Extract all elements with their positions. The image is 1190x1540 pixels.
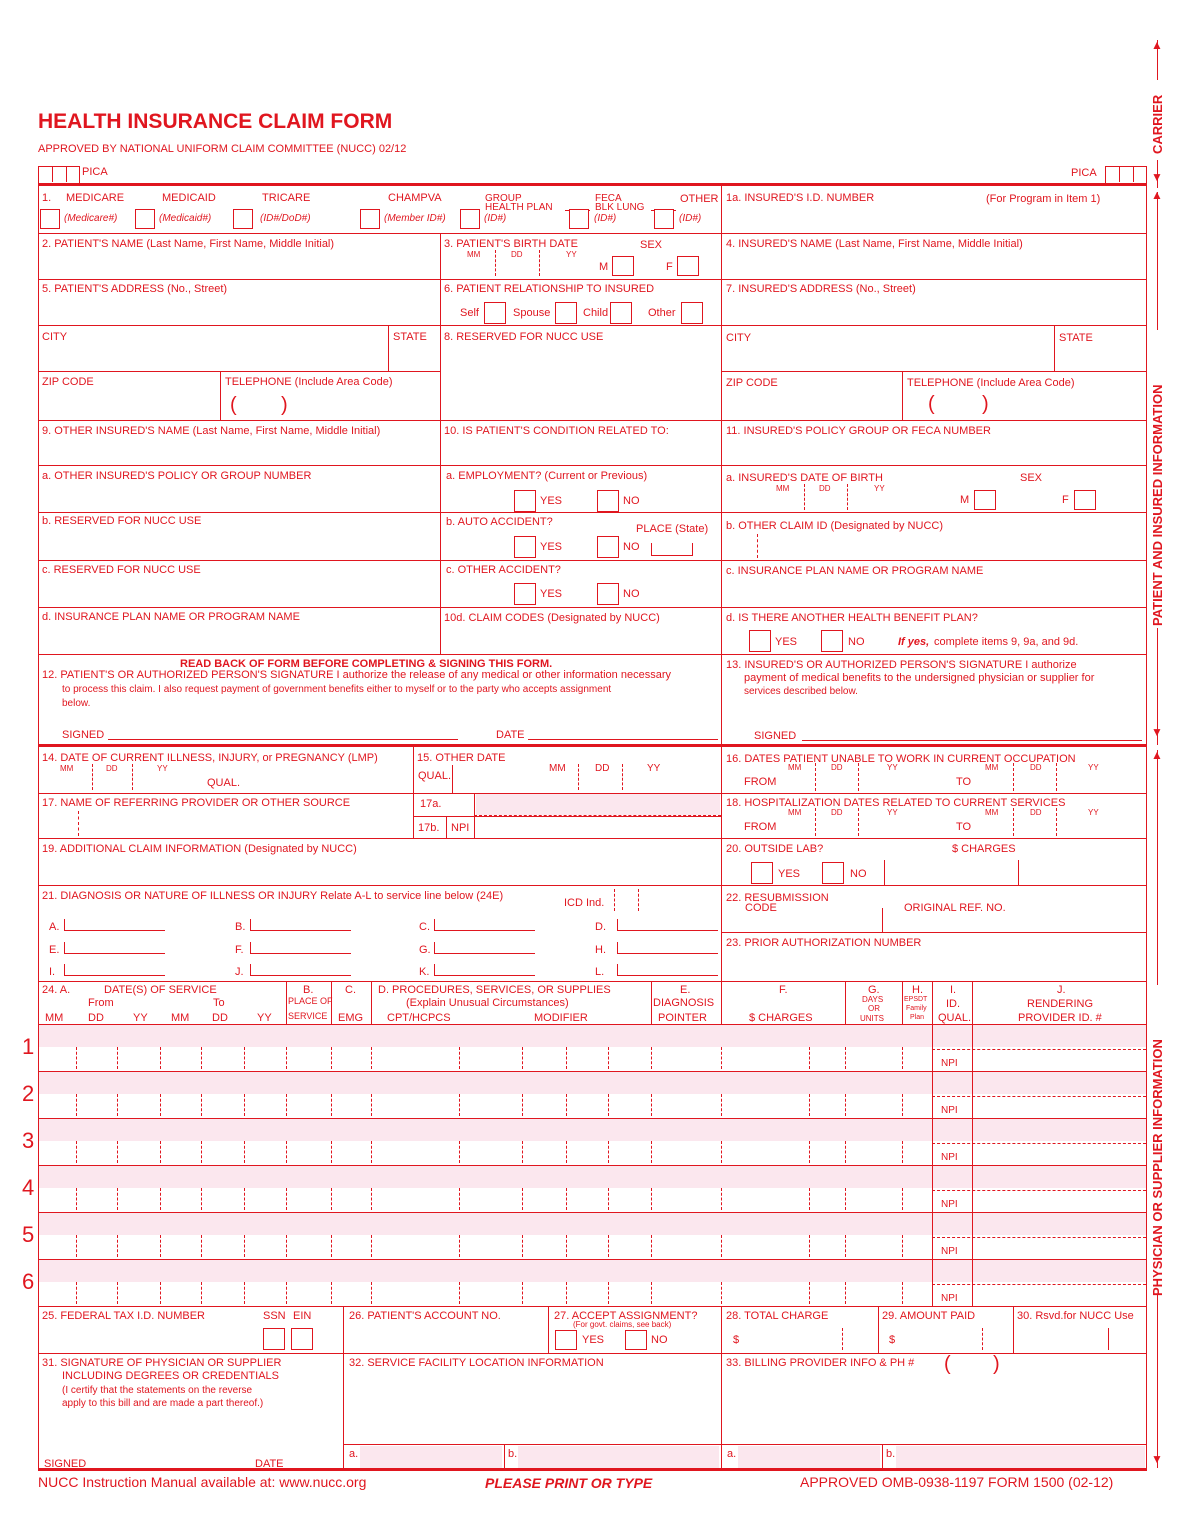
another-plan-yes-checkbox[interactable]: [749, 630, 771, 652]
box18-to: TO: [956, 821, 972, 833]
patient-city-label: CITY: [42, 331, 68, 343]
pica-left-label: PICA: [82, 166, 108, 178]
other-id-label: (ID#): [679, 213, 702, 224]
box3-m: M: [599, 261, 609, 273]
relationship-other: Other: [648, 307, 676, 319]
box33a-label: a.: [727, 1448, 737, 1460]
relationship-self-checkbox[interactable]: [484, 302, 506, 324]
box10b-place-label: PLACE (State): [636, 523, 709, 535]
approval-note: APPROVED BY NATIONAL UNIFORM CLAIM COMMITTEE (NUCC) 02/12: [38, 143, 407, 155]
box12-signature-line[interactable]: [108, 739, 458, 740]
diagnosis-field[interactable]: [617, 942, 718, 954]
box11a-sex: SEX: [1020, 472, 1043, 484]
box1a-note: (For Program in Item 1): [986, 193, 1101, 205]
another-plan-no-checkbox[interactable]: [821, 630, 843, 652]
service-line-shaded[interactable]: [39, 1072, 1146, 1094]
box24f-charges: $ CHARGES: [749, 1012, 813, 1024]
box24g-or: OR: [868, 1004, 880, 1013]
another-plan-no-label: NO: [848, 636, 865, 648]
box4-label: 4. INSURED'S NAME (Last Name, First Name, Middle Initial): [726, 238, 1023, 250]
box21-label: 21. DIAGNOSIS OR NATURE OF ILLNESS OR INJURY Relate A-L to service line below (24E): [42, 890, 504, 902]
box29-label: 29. AMOUNT PAID: [882, 1310, 976, 1322]
box9b-label: b. RESERVED FOR NUCC USE: [42, 515, 202, 527]
accept-assignment-yes-label: YES: [582, 1334, 605, 1346]
medicare-id-label: (Medicare#): [64, 213, 118, 224]
box18-to-dd: DD: [1030, 808, 1042, 817]
insured-state-label: STATE: [1059, 332, 1093, 344]
box12-date-label: DATE: [496, 729, 525, 741]
box17a-field[interactable]: [476, 794, 720, 815]
box11a-label: a. INSURED'S DATE OF BIRTH: [726, 472, 883, 484]
box31-signed: SIGNED: [44, 1458, 87, 1470]
box11a-mm: MM: [776, 484, 790, 493]
box20-charges: $ CHARGES: [952, 843, 1016, 855]
feca-checkbox[interactable]: [569, 209, 589, 229]
diagnosis-letter: K.: [419, 966, 430, 978]
box17b-label: 17b.: [418, 822, 440, 834]
box11a-yy: YY: [874, 484, 885, 493]
tricare-id-label: (ID#/DoD#): [260, 213, 311, 224]
box11a-f: F: [1062, 494, 1069, 506]
box24d-line1: D. PROCEDURES, SERVICES, OR SUPPLIES: [378, 984, 611, 996]
accept-assignment-no-label: NO: [651, 1334, 668, 1346]
diagnosis-field[interactable]: [250, 942, 351, 954]
box14-dd: DD: [106, 764, 118, 773]
diagnosis-letter: H.: [595, 944, 606, 956]
box6-label: 6. PATIENT RELATIONSHIP TO INSURED: [444, 283, 655, 295]
box11d-note: complete items 9, 9a, and 9d.: [934, 636, 1079, 648]
billing-phone-close: ): [993, 1353, 1000, 1375]
employment-no-checkbox[interactable]: [597, 490, 619, 512]
box3-yy: YY: [566, 250, 577, 259]
box18-to-yy: YY: [1088, 808, 1099, 817]
box25-ssn: SSN: [263, 1310, 286, 1322]
auto-accident-state-field[interactable]: [651, 543, 693, 556]
service-line-number: 5: [22, 1222, 35, 1247]
box24g-units: UNITS: [860, 1014, 884, 1023]
box5-label: 5. PATIENT'S ADDRESS (No., Street): [42, 283, 228, 295]
insured-zip-label: ZIP CODE: [726, 377, 778, 389]
program-feca: FECA: [595, 193, 622, 204]
ssn-checkbox[interactable]: [263, 1328, 285, 1350]
insured-sex-male-checkbox[interactable]: [974, 490, 996, 510]
form-title: HEALTH INSURANCE CLAIM FORM: [38, 110, 393, 133]
box13-line3: services described below.: [744, 686, 858, 697]
diagnosis-letter: C.: [419, 921, 430, 933]
box17a-label: 17a.: [420, 798, 442, 810]
box12-signed-label: SIGNED: [62, 729, 105, 741]
diagnosis-letter: D.: [595, 921, 606, 933]
box7-label: 7. INSURED'S ADDRESS (No., Street): [726, 283, 916, 295]
other-accident-no-checkbox[interactable]: [597, 583, 619, 605]
box14-mm: MM: [60, 764, 74, 773]
box17b-npi: NPI: [451, 822, 470, 834]
diagnosis-field[interactable]: [617, 964, 718, 976]
box9a-label: a. OTHER INSURED'S POLICY OR GROUP NUMBER: [42, 470, 312, 482]
box24-to-mm: MM: [171, 1012, 190, 1024]
box16-from: FROM: [744, 776, 777, 788]
outside-lab-no-checkbox[interactable]: [822, 862, 844, 884]
box32b-label: b.: [508, 1448, 518, 1460]
box24e-label: E.: [680, 984, 691, 996]
relationship-spouse: Spouse: [513, 307, 551, 319]
box15-label: 15. OTHER DATE: [417, 752, 506, 764]
box16-to-yy: YY: [1088, 763, 1099, 772]
program-champva: CHAMPVA: [388, 192, 442, 204]
relationship-child-checkbox[interactable]: [610, 302, 632, 324]
footer-print-notice: PLEASE PRINT OR TYPE: [485, 1475, 653, 1491]
service-line-shaded[interactable]: [39, 1213, 1146, 1235]
read-back-notice: READ BACK OF FORM BEFORE COMPLETING & SIGNING THIS FORM.: [180, 658, 553, 670]
box18-from-yy: YY: [887, 808, 898, 817]
box24h-family: Family: [906, 1005, 927, 1012]
box10c-label: c. OTHER ACCIDENT?: [446, 564, 561, 576]
box15-dd: DD: [595, 763, 610, 774]
program-other: OTHER: [680, 193, 719, 205]
diagnosis-field[interactable]: [617, 919, 718, 931]
box16-from-yy: YY: [887, 763, 898, 772]
patient-phone-close: ): [281, 394, 288, 416]
service-line-number: 3: [22, 1128, 35, 1153]
diagnosis-letter: L.: [595, 966, 605, 978]
box33a-npi-field[interactable]: [738, 1446, 880, 1468]
box24d-line2: (Explain Unusual Circumstances): [406, 997, 569, 1009]
box24b-label: B.: [303, 984, 314, 996]
other-accident-yes-checkbox[interactable]: [514, 583, 536, 605]
box15-mm: MM: [549, 763, 566, 774]
patient-state-label: STATE: [393, 331, 427, 343]
box24a-label: 24. A.: [42, 984, 71, 996]
box13-signed-label: SIGNED: [754, 730, 797, 742]
box3-dd: DD: [511, 250, 523, 259]
pica-left-boxes[interactable]: [38, 166, 80, 183]
medicare-checkbox[interactable]: [40, 209, 60, 229]
box31-line1: 31. SIGNATURE OF PHYSICIAN OR SUPPLIER: [42, 1357, 282, 1369]
box24e-diagnosis: DIAGNOSIS: [653, 997, 715, 1009]
billing-phone-open: (: [944, 1353, 951, 1375]
insured-telephone-label: TELEPHONE (Include Area Code): [907, 377, 1075, 389]
patient-sex-female-checkbox[interactable]: [677, 256, 699, 276]
box24-from: From: [88, 997, 114, 1009]
box12-line3: below.: [62, 698, 91, 709]
diagnosis-letter: I.: [49, 966, 56, 978]
champva-id-label: (Member ID#): [384, 213, 446, 224]
service-line-shaded[interactable]: [39, 1025, 1146, 1047]
box11a-dd: DD: [819, 484, 831, 493]
box9c-label: c. RESERVED FOR NUCC USE: [42, 564, 201, 576]
box25-label: 25. FEDERAL TAX I.D. NUMBER: [42, 1310, 206, 1322]
box18-from-dd: DD: [831, 808, 843, 817]
icd-ind-label: ICD Ind.: [564, 897, 605, 909]
box13-signature-line[interactable]: [802, 740, 1142, 741]
box10-label: 10. IS PATIENT'S CONDITION RELATED TO:: [444, 425, 669, 437]
feca-id-label: (ID#): [594, 213, 617, 224]
insured-phone-open: (: [928, 393, 935, 415]
box1a-label: 1a. INSURED'S I.D. NUMBER: [726, 192, 875, 204]
service-line-npi-label: NPI: [941, 1058, 958, 1069]
box11a-m: M: [960, 494, 970, 506]
box15-qual: QUAL.: [418, 770, 452, 782]
pica-right-label: PICA: [1071, 167, 1097, 179]
box16-from-dd: DD: [831, 763, 843, 772]
box1-num: 1.: [42, 192, 52, 204]
service-line-npi-label: NPI: [941, 1246, 958, 1257]
box13-line2: payment of medical benefits to the undersigned physician or supplier for: [744, 672, 1095, 684]
diagnosis-letter: F.: [235, 944, 244, 956]
diagnosis-field[interactable]: [434, 919, 535, 931]
box12-line2: to process this claim. I also request payment of government benefits either to myself or to the party who accepts assignment: [62, 684, 612, 695]
service-line-npi-label: NPI: [941, 1105, 958, 1116]
carrier-side-label: CARRIER: [1150, 94, 1165, 154]
box32b-field[interactable]: [518, 1446, 719, 1468]
box16-label: 16. DATES PATIENT UNABLE TO WORK IN CURRENT OCCUPATION: [726, 753, 1076, 765]
outside-lab-yes-checkbox[interactable]: [751, 862, 773, 884]
program-tricare: TRICARE: [262, 192, 311, 204]
box24-to: To: [213, 997, 225, 1009]
diagnosis-field[interactable]: [434, 964, 535, 976]
box24i-id: ID.: [946, 998, 961, 1010]
box18-label: 18. HOSPITALIZATION DATES RELATED TO CURRENT SERVICES: [726, 797, 1066, 809]
box25-ein: EIN: [293, 1310, 312, 1322]
relationship-self: Self: [460, 307, 479, 319]
box20-label: 20. OUTSIDE LAB?: [726, 843, 824, 855]
medicaid-checkbox[interactable]: [135, 209, 155, 229]
box8-label: 8. RESERVED FOR NUCC USE: [444, 331, 604, 343]
box11b-label: b. OTHER CLAIM ID (Designated by NUCC): [726, 520, 943, 532]
box24-from-yy: YY: [133, 1012, 148, 1024]
box12-date-line[interactable]: [528, 739, 718, 740]
box30-label: 30. Rsvd.for NUCC Use: [1017, 1310, 1134, 1322]
service-line-number: 6: [22, 1269, 35, 1294]
diagnosis-letter: G.: [419, 944, 431, 956]
other-accident-yes-label: YES: [540, 588, 563, 600]
patient-sex-male-checkbox[interactable]: [612, 256, 634, 276]
service-line-npi-label: NPI: [941, 1152, 958, 1163]
service-line-shaded[interactable]: [39, 1260, 1146, 1282]
box31-date: DATE: [255, 1458, 284, 1470]
box24-to-dd: DD: [212, 1012, 228, 1024]
diagnosis-field[interactable]: [434, 942, 535, 954]
box10d-label: 10d. CLAIM CODES (Designated by NUCC): [444, 612, 660, 624]
box22-code: CODE: [745, 902, 777, 914]
box24d-modifier: MODIFIER: [534, 1012, 588, 1024]
box24h-plan: Plan: [910, 1014, 925, 1021]
box11d-note-bold: If yes,: [898, 636, 930, 648]
insured-sex-female-checkbox[interactable]: [1074, 490, 1096, 510]
box23-label: 23. PRIOR AUTHORIZATION NUMBER: [726, 937, 922, 949]
another-plan-yes-label: YES: [775, 636, 798, 648]
box10b-label: b. AUTO ACCIDENT?: [446, 516, 553, 528]
box24j-rendering: RENDERING: [1027, 998, 1094, 1010]
patient-zip-label: ZIP CODE: [42, 376, 94, 388]
employment-yes-checkbox[interactable]: [514, 490, 536, 512]
insured-phone-close: ): [982, 393, 989, 415]
box9-label: 9. OTHER INSURED'S NAME (Last Name, First Name, Middle Initial): [42, 425, 381, 437]
service-line-shaded[interactable]: [39, 1166, 1146, 1188]
tricare-checkbox[interactable]: [233, 209, 253, 229]
box16-to-dd: DD: [1030, 763, 1042, 772]
box24j-label: J.: [1057, 984, 1066, 996]
box14-label: 14. DATE OF CURRENT ILLNESS, INJURY, or PREGNANCY (LMP): [42, 752, 378, 764]
box17-label: 17. NAME OF REFERRING PROVIDER OR OTHER SOURCE: [42, 797, 351, 809]
box24b-place-of: PLACE OF: [288, 996, 333, 1006]
box24-from-mm: MM: [45, 1012, 64, 1024]
box24e-pointer: POINTER: [658, 1012, 707, 1024]
box24g-days: DAYS: [862, 995, 884, 1004]
box32a-label: a.: [349, 1448, 359, 1460]
box2-label: 2. PATIENT'S NAME (Last Name, First Name, Middle Initial): [42, 238, 335, 250]
box18-from-mm: MM: [788, 808, 802, 817]
box14-yy: YY: [157, 764, 168, 773]
box32-label: 32. SERVICE FACILITY LOCATION INFORMATION: [349, 1357, 604, 1369]
box15-yy: YY: [647, 763, 661, 774]
service-line-npi-label: NPI: [941, 1293, 958, 1304]
box11-label: 11. INSURED'S POLICY GROUP OR FECA NUMBER: [726, 425, 991, 437]
box24d-cpt: CPT/HCPCS: [387, 1012, 451, 1024]
auto-accident-yes-checkbox[interactable]: [514, 536, 536, 558]
box24f-label: F.: [779, 984, 788, 996]
relationship-other-checkbox[interactable]: [681, 302, 703, 324]
box27-sub: (For govt. claims, see back): [573, 1320, 672, 1329]
other-accident-no-label: NO: [623, 588, 640, 600]
box33-label: 33. BILLING PROVIDER INFO & PH #: [726, 1357, 915, 1369]
box16-to: TO: [956, 776, 972, 788]
relationship-child: Child: [583, 307, 609, 319]
box16-to-mm: MM: [985, 763, 999, 772]
other-program-checkbox[interactable]: [654, 209, 674, 229]
box24h-label: H.: [912, 984, 923, 996]
diagnosis-letter: J.: [235, 966, 244, 978]
service-line-npi-label: NPI: [941, 1199, 958, 1210]
program-medicaid: MEDICAID: [162, 192, 216, 204]
diagnosis-letter: B.: [235, 921, 246, 933]
box24-dates-label: DATE(S) OF SERVICE: [104, 984, 217, 996]
box11d-label: d. IS THERE ANOTHER HEALTH BENEFIT PLAN?: [726, 612, 978, 624]
box16-from-mm: MM: [788, 763, 802, 772]
box24c-label: C.: [345, 984, 356, 996]
outside-lab-yes-label: YES: [778, 868, 801, 880]
box11c-label: c. INSURANCE PLAN NAME OR PROGRAM NAME: [726, 565, 984, 577]
box12-line1: 12. PATIENT'S OR AUTHORIZED PERSON'S SIGNATURE I authorize the release of any medical or other information necessary: [42, 669, 671, 681]
accept-assignment-no-checkbox[interactable]: [625, 1330, 647, 1350]
footer-omb: APPROVED OMB-0938-1197 FORM 1500 (02-12): [800, 1474, 1114, 1490]
diagnosis-field[interactable]: [250, 919, 351, 931]
box10a-label: a. EMPLOYMENT? (Current or Previous): [446, 470, 648, 482]
group-checkbox-edge[interactable]: [460, 209, 480, 229]
program-health-plan: HEALTH PLAN: [485, 202, 553, 213]
service-line-number: 1: [22, 1034, 35, 1059]
box14-qual: QUAL.: [207, 777, 241, 789]
box33b-label: b.: [886, 1448, 896, 1460]
program-group: GROUP: [485, 193, 522, 204]
footer-instruction: NUCC Instruction Manual available at: www.nucc.org: [38, 1474, 367, 1490]
insured-city-label: CITY: [726, 332, 752, 344]
box24i-qual: QUAL.: [938, 1012, 972, 1024]
box26-label: 26. PATIENT'S ACCOUNT NO.: [349, 1310, 501, 1322]
diagnosis-field[interactable]: [64, 919, 165, 931]
box24i-label: I.: [950, 984, 957, 996]
patient-telephone-label: TELEPHONE (Include Area Code): [225, 376, 393, 388]
box24g-label: G.: [868, 984, 880, 996]
box24-from-dd: DD: [88, 1012, 104, 1024]
box27-label: 27. ACCEPT ASSIGNMENT?: [554, 1310, 698, 1322]
box32a-npi-field[interactable]: [360, 1446, 502, 1468]
box24b-service: SERVICE: [288, 1011, 328, 1021]
auto-accident-no-label: NO: [623, 541, 640, 553]
diagnosis-letter: A.: [49, 921, 60, 933]
auto-accident-yes-label: YES: [540, 541, 563, 553]
diagnosis-field[interactable]: [250, 964, 351, 976]
box29-dollar: $: [889, 1334, 896, 1346]
relationship-spouse-checkbox[interactable]: [555, 302, 577, 324]
box24j-provider-id: PROVIDER ID. #: [1018, 1012, 1102, 1024]
outside-lab-no-label: NO: [850, 868, 867, 880]
diagnosis-letter: E.: [49, 944, 60, 956]
champva-checkbox[interactable]: [360, 209, 380, 229]
box24h-epsdt: EPSDT: [904, 996, 928, 1003]
employment-no-label: NO: [623, 495, 640, 507]
box3-sex: SEX: [640, 239, 663, 251]
patient-side-label: PATIENT AND INSURED INFORMATION: [1150, 384, 1165, 626]
box22-label: 22. RESUBMISSION: [726, 892, 829, 904]
auto-accident-no-checkbox[interactable]: [597, 536, 619, 558]
medicaid-id-label: (Medicaid#): [159, 213, 212, 224]
box9d-label: d. INSURANCE PLAN NAME OR PROGRAM NAME: [42, 611, 300, 623]
group-id-label: (ID#): [484, 213, 507, 224]
service-line-shaded[interactable]: [39, 1119, 1146, 1141]
box13-line1: 13. INSURED'S OR AUTHORIZED PERSON'S SIGNATURE I authorize: [726, 659, 1077, 671]
employment-yes-label: YES: [540, 495, 563, 507]
box24c-emg: EMG: [338, 1012, 364, 1024]
box24-to-yy: YY: [257, 1012, 272, 1024]
diagnosis-field[interactable]: [64, 964, 165, 976]
pica-right-boxes[interactable]: [1105, 166, 1147, 183]
box22-original-ref: ORIGINAL REF. NO.: [904, 902, 1006, 914]
physician-side-label: PHYSICIAN OR SUPPLIER INFORMATION: [1150, 1039, 1165, 1296]
box3-mm: MM: [467, 250, 481, 259]
service-line-number: 4: [22, 1175, 35, 1200]
box28-dollar: $: [733, 1334, 740, 1346]
program-medicare: MEDICARE: [66, 192, 125, 204]
accept-assignment-yes-checkbox[interactable]: [555, 1330, 577, 1350]
diagnosis-field[interactable]: [64, 942, 165, 954]
box31-line2: INCLUDING DEGREES OR CREDENTIALS: [62, 1370, 279, 1382]
ein-checkbox[interactable]: [291, 1328, 313, 1350]
box19-label: 19. ADDITIONAL CLAIM INFORMATION (Designated by NUCC): [42, 843, 357, 855]
program-blk-lung: BLK LUNG: [595, 202, 645, 213]
box3-f: F: [666, 261, 673, 273]
box18-from: FROM: [744, 821, 777, 833]
box31-line4: apply to this bill and are made a part thereof.): [62, 1398, 264, 1409]
box33b-field[interactable]: [896, 1446, 1145, 1468]
box31-line3: (I certify that the statements on the reverse: [62, 1385, 253, 1396]
service-line-number: 2: [22, 1081, 35, 1106]
patient-phone-open: (: [230, 394, 237, 416]
box18-to-mm: MM: [985, 808, 999, 817]
box3-label: 3. PATIENT'S BIRTH DATE: [444, 238, 578, 250]
box28-label: 28. TOTAL CHARGE: [726, 1310, 829, 1322]
